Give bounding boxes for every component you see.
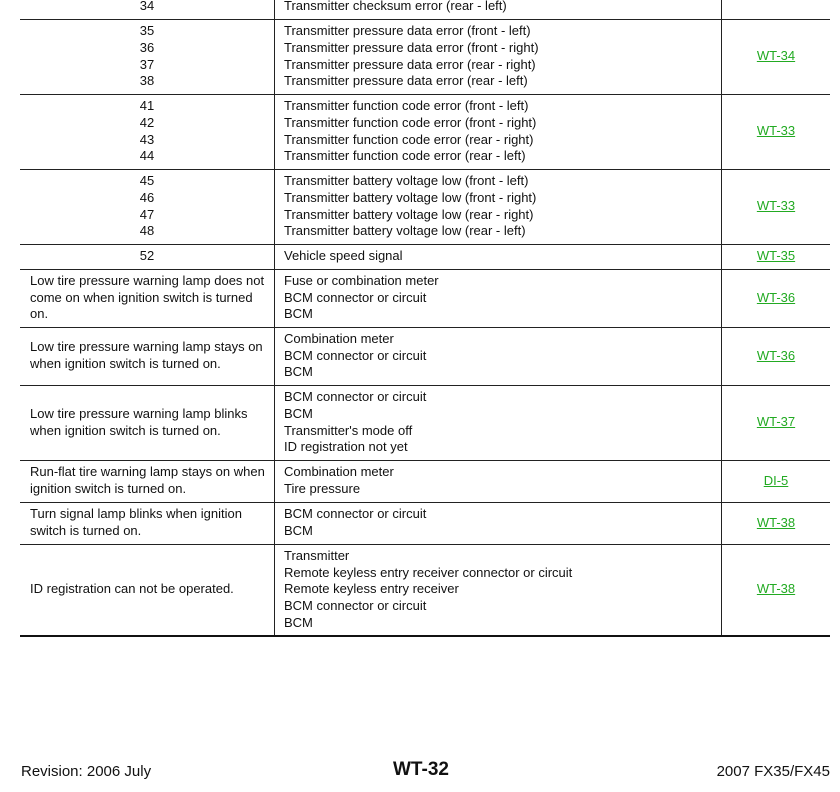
check-item: ID registration not yet [284, 439, 408, 455]
check-item: BCM [284, 614, 313, 630]
dtc-code: 35 [139, 23, 155, 39]
symptom-text: Run-flat tire warning lamp stays on when ignition switch is turned on. [30, 464, 265, 496]
symptom-text: Turn signal lamp blinks when ignition switch is turned on. [30, 506, 242, 538]
check-item: BCM connector or circuit [284, 289, 427, 305]
symptom-text: Low tire pressure warning lamp blinks when ignition switch is turned on. [30, 405, 248, 438]
check-item: BCM connector or circuit [284, 598, 427, 614]
table-row [20, 169, 830, 244]
dtc-code: 46 [139, 189, 155, 205]
check-item-cell [275, 94, 722, 169]
check-item: Fuse or combination meter [284, 273, 439, 289]
reference-cell [722, 544, 831, 636]
table-row [20, 502, 830, 544]
check-item: BCM [284, 364, 313, 380]
diagnosis-table [20, 0, 830, 637]
table-row [20, 327, 830, 385]
reference-cell [722, 460, 831, 502]
check-item-cell [275, 0, 722, 19]
page-number: WT-32 [393, 759, 449, 780]
dtc-code-cell [20, 94, 275, 169]
reference-cell [722, 502, 831, 544]
check-item: BCM connector or circuit [284, 347, 427, 363]
dtc-code-cell [20, 0, 275, 19]
check-item-cell [275, 327, 722, 385]
check-item: Combination meter [284, 331, 394, 347]
reference-cell [722, 94, 831, 169]
check-item: Transmitter function code error (rear - right) [284, 131, 534, 147]
reference-link[interactable]: WT-36 [756, 289, 796, 305]
dtc-code: 48 [139, 223, 155, 239]
check-item-cell [275, 269, 722, 327]
dtc-code-cell [20, 169, 275, 244]
symptom-text: ID registration can not be operated. [30, 581, 234, 597]
check-item-cell [275, 460, 722, 502]
dtc-code: 41 [139, 98, 155, 114]
symptom-text: Low tire pressure warning lamp stays on when ignition switch is turned on. [30, 339, 263, 371]
check-item: Remote keyless entry receiver connector or circuit [284, 564, 573, 580]
check-item-cell [275, 544, 722, 636]
dtc-code: 42 [139, 114, 155, 130]
check-item: Transmitter function code error (front - left) [284, 98, 529, 114]
check-item: Remote keyless entry receiver [284, 581, 459, 597]
check-item: BCM [284, 405, 313, 421]
symptom-cell [20, 460, 275, 502]
check-item: Transmitter pressure data error (front - right) [284, 39, 539, 55]
dtc-code: 52 [139, 248, 155, 264]
diagnosis-table-body [20, 0, 830, 636]
dtc-code-cell [20, 244, 275, 269]
check-item: Transmitter function code error (front - right) [284, 114, 537, 130]
reference-link[interactable]: WT-35 [756, 248, 796, 264]
dtc-code-cell [20, 19, 275, 94]
reference-link[interactable]: WT-37 [756, 414, 796, 430]
symptom-cell [20, 269, 275, 327]
check-item-cell [275, 19, 722, 94]
table-row [20, 544, 830, 636]
reference-cell [722, 269, 831, 327]
reference-link[interactable]: WT-33 [756, 198, 796, 214]
reference-link[interactable]: WT-34 [756, 48, 796, 64]
reference-cell [722, 244, 831, 269]
reference-link[interactable]: WT-36 [756, 347, 796, 363]
reference-cell [722, 0, 831, 19]
check-item: Transmitter battery voltage low (front - right) [284, 189, 537, 205]
check-item: Transmitter pressure data error (front - left) [284, 23, 531, 39]
reference-cell [722, 327, 831, 385]
check-item-cell [275, 169, 722, 244]
dtc-code: 45 [139, 173, 155, 189]
check-item-cell [275, 385, 722, 460]
symptom-text: Low tire pressure warning lamp does not come on when ignition switch is turned on. [30, 273, 265, 322]
reference-link[interactable]: WT-33 [756, 123, 796, 139]
reference-link[interactable]: WT-38 [756, 514, 796, 530]
check-item: Transmitter pressure data error (rear - right) [284, 56, 536, 72]
symptom-cell [20, 544, 275, 636]
symptom-cell [20, 502, 275, 544]
model-label: 2007 FX35/FX45 [716, 763, 830, 780]
check-item: BCM [284, 306, 313, 322]
dtc-code: 38 [139, 73, 155, 89]
table-row [20, 460, 830, 502]
check-item: Vehicle speed signal [284, 248, 403, 264]
check-item: Transmitter battery voltage low (rear - right) [284, 206, 534, 222]
dtc-code: 47 [139, 206, 155, 222]
reference-cell [722, 169, 831, 244]
check-item: BCM [284, 523, 313, 538]
table-row [20, 0, 830, 19]
check-item: Transmitter pressure data error (rear - left) [284, 73, 528, 89]
table-row [20, 269, 830, 327]
dtc-code: 34 [139, 0, 155, 13]
reference-cell [722, 19, 831, 94]
check-item: Transmitter [284, 548, 350, 564]
dtc-code: 37 [139, 56, 155, 72]
check-item: Transmitter battery voltage low (front - left) [284, 173, 529, 189]
table-row [20, 94, 830, 169]
check-item: BCM connector or circuit [284, 389, 427, 405]
symptom-cell [20, 327, 275, 385]
reference-cell [722, 385, 831, 460]
dtc-code: 36 [139, 39, 155, 55]
check-item: Transmitter checksum error (rear - left) [284, 0, 507, 13]
check-item-cell [275, 502, 722, 544]
reference-link[interactable]: DI-5 [763, 472, 789, 488]
check-item: BCM connector or circuit [284, 506, 427, 522]
dtc-code: 43 [139, 131, 155, 147]
revision-label: Revision: 2006 July [21, 763, 152, 780]
table-row [20, 19, 830, 94]
symptom-cell [20, 385, 275, 460]
check-item: Transmitter battery voltage low (rear - left) [284, 223, 526, 239]
check-item-cell [275, 244, 722, 269]
dtc-code: 44 [139, 148, 155, 164]
reference-link[interactable]: WT-38 [756, 581, 796, 597]
check-item: Combination meter [284, 464, 394, 480]
table-row [20, 244, 830, 269]
check-item: Tire pressure [284, 481, 361, 496]
check-item: Transmitter's mode off [284, 422, 413, 438]
table-row [20, 385, 830, 460]
check-item: Transmitter function code error (rear - left) [284, 148, 526, 164]
